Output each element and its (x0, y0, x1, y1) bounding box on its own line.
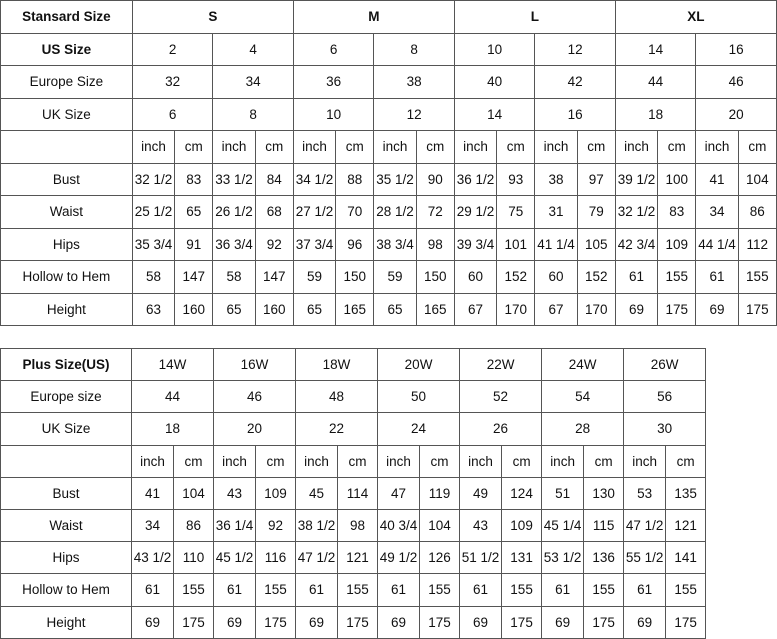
measurement-value: 39 1/2 (615, 163, 657, 196)
plus-size-header: 14W (132, 349, 214, 381)
size-group-row (1, 1, 777, 34)
measurement-label: Bust (1, 477, 132, 509)
measurement-value: 130 (584, 477, 624, 509)
unit-header: inch (213, 131, 255, 164)
unit-header: inch (696, 131, 738, 164)
measurement-value: 61 (696, 261, 738, 294)
measurement-label: Height (1, 293, 133, 326)
unit-header: cm (338, 445, 378, 477)
measurement-value: 92 (255, 228, 293, 261)
unit-header: inch (296, 445, 338, 477)
plus-size-header: 22W (460, 349, 542, 381)
measurement-value: 32 1/2 (132, 163, 174, 196)
measurement-value: 147 (255, 261, 293, 294)
measurement-value: 37 3/4 (293, 228, 335, 261)
measurement-value: 160 (175, 293, 213, 326)
measurement-value: 175 (256, 606, 296, 638)
measurement-value: 65 (213, 293, 255, 326)
measurement-value: 32 1/2 (615, 196, 657, 229)
plus-europe-size-row (1, 381, 706, 413)
plus-uk-size-row (1, 413, 706, 445)
size-group-header: M (293, 1, 454, 34)
measurement-value: 53 (624, 477, 666, 509)
plus-europe-size-value: 56 (624, 381, 706, 413)
measurement-value: 147 (175, 261, 213, 294)
measurement-value: 69 (696, 293, 738, 326)
measurement-label: Bust (1, 163, 133, 196)
measurement-value: 170 (577, 293, 615, 326)
measurement-value: 83 (175, 163, 213, 196)
measurement-value: 109 (502, 509, 542, 541)
measurement-value: 45 1/4 (542, 509, 584, 541)
plus-measurement-row (1, 509, 706, 541)
measurement-row (1, 293, 777, 326)
us-size-value: 4 (213, 33, 294, 66)
measurement-value: 69 (132, 606, 174, 638)
measurement-value: 42 3/4 (615, 228, 657, 261)
measurement-value: 86 (738, 196, 776, 229)
uk-size-value: 14 (454, 98, 535, 131)
plus-uk-size-value: 18 (132, 413, 214, 445)
unit-header: cm (577, 131, 615, 164)
us-size-value: 6 (293, 33, 374, 66)
measurement-value: 92 (256, 509, 296, 541)
table-gap (0, 326, 777, 348)
measurement-label: Waist (1, 509, 132, 541)
unit-header: inch (454, 131, 496, 164)
uk-size-value: 18 (615, 98, 696, 131)
measurement-value: 104 (738, 163, 776, 196)
measurement-value: 61 (615, 261, 657, 294)
plus-unit-row (1, 445, 706, 477)
measurement-value: 98 (416, 228, 454, 261)
measurement-value: 69 (624, 606, 666, 638)
unit-header: cm (584, 445, 624, 477)
measurement-row (1, 261, 777, 294)
us-size-label: US Size (1, 33, 133, 66)
measurement-value: 90 (416, 163, 454, 196)
measurement-value: 112 (738, 228, 776, 261)
unit-header: inch (624, 445, 666, 477)
plus-uk-size-value: 30 (624, 413, 706, 445)
uk-size-value: 16 (535, 98, 616, 131)
measurement-value: 69 (214, 606, 256, 638)
measurement-value: 61 (214, 574, 256, 606)
measurement-value: 115 (584, 509, 624, 541)
measurement-value: 170 (497, 293, 535, 326)
measurement-value: 36 1/2 (454, 163, 496, 196)
measurement-value: 51 1/2 (460, 542, 502, 574)
measurement-value: 175 (738, 293, 776, 326)
measurement-value: 104 (174, 477, 214, 509)
measurement-row (1, 196, 777, 229)
measurement-value: 29 1/2 (454, 196, 496, 229)
measurement-value: 27 1/2 (293, 196, 335, 229)
plus-table-title: Plus Size(US) (1, 349, 132, 381)
unit-header: cm (256, 445, 296, 477)
measurement-value: 58 (213, 261, 255, 294)
measurement-value: 88 (336, 163, 374, 196)
measurement-value: 155 (584, 574, 624, 606)
measurement-value: 61 (460, 574, 502, 606)
measurement-value: 43 (214, 477, 256, 509)
measurement-value: 160 (255, 293, 293, 326)
europe-size-value: 34 (213, 66, 294, 99)
measurement-label: Hollow to Hem (1, 261, 133, 294)
measurement-label: Waist (1, 196, 133, 229)
measurement-value: 69 (378, 606, 420, 638)
measurement-value: 61 (296, 574, 338, 606)
measurement-value: 61 (378, 574, 420, 606)
plus-size-header: 24W (542, 349, 624, 381)
measurement-value: 25 1/2 (132, 196, 174, 229)
plus-uk-size-label: UK Size (1, 413, 132, 445)
measurement-value: 59 (374, 261, 416, 294)
measurement-value: 67 (454, 293, 496, 326)
measurement-value: 175 (658, 293, 696, 326)
uk-size-value: 10 (293, 98, 374, 131)
plus-europe-size-label: Europe size (1, 381, 132, 413)
measurement-value: 41 1/4 (535, 228, 577, 261)
measurement-value: 83 (658, 196, 696, 229)
us-size-value: 10 (454, 33, 535, 66)
measurement-value: 150 (416, 261, 454, 294)
size-group-header: L (454, 1, 615, 34)
unit-header: cm (666, 445, 706, 477)
europe-size-row (1, 66, 777, 99)
uk-size-value: 12 (374, 98, 455, 131)
unit-header: cm (174, 445, 214, 477)
measurement-value: 53 1/2 (542, 542, 584, 574)
plus-size-header: 26W (624, 349, 706, 381)
plus-measurement-row (1, 606, 706, 638)
measurement-value: 31 (535, 196, 577, 229)
measurement-value: 175 (338, 606, 378, 638)
measurement-value: 69 (460, 606, 502, 638)
measurement-value: 35 1/2 (374, 163, 416, 196)
measurement-label: Height (1, 606, 132, 638)
measurement-value: 155 (174, 574, 214, 606)
measurement-value: 165 (336, 293, 374, 326)
unit-header: inch (615, 131, 657, 164)
measurement-value: 34 (132, 509, 174, 541)
measurement-value: 97 (577, 163, 615, 196)
plus-size-row (1, 349, 706, 381)
measurement-value: 131 (502, 542, 542, 574)
europe-size-value: 40 (454, 66, 535, 99)
measurement-value: 38 (535, 163, 577, 196)
measurement-value: 44 1/4 (696, 228, 738, 261)
measurement-value: 84 (255, 163, 293, 196)
measurement-value: 47 1/2 (296, 542, 338, 574)
plus-europe-size-value: 54 (542, 381, 624, 413)
measurement-value: 124 (502, 477, 542, 509)
measurement-value: 121 (338, 542, 378, 574)
measurement-value: 96 (336, 228, 374, 261)
measurement-value: 86 (174, 509, 214, 541)
measurement-value: 47 (378, 477, 420, 509)
measurement-value: 28 1/2 (374, 196, 416, 229)
measurement-value: 36 1/4 (214, 509, 256, 541)
measurement-value: 65 (175, 196, 213, 229)
measurement-value: 175 (584, 606, 624, 638)
measurement-value: 61 (624, 574, 666, 606)
us-size-value: 16 (696, 33, 777, 66)
europe-size-value: 38 (374, 66, 455, 99)
uk-size-label: UK Size (1, 98, 133, 131)
measurement-value: 91 (175, 228, 213, 261)
plus-europe-size-value: 46 (214, 381, 296, 413)
measurement-value: 109 (658, 228, 696, 261)
measurement-value: 155 (666, 574, 706, 606)
measurement-value: 40 3/4 (378, 509, 420, 541)
measurement-value: 100 (658, 163, 696, 196)
measurement-value: 63 (132, 293, 174, 326)
plus-europe-size-value: 48 (296, 381, 378, 413)
measurement-value: 58 (132, 261, 174, 294)
measurement-value: 165 (416, 293, 454, 326)
measurement-value: 116 (256, 542, 296, 574)
measurement-value: 55 1/2 (624, 542, 666, 574)
measurement-value: 110 (174, 542, 214, 574)
measurement-value: 105 (577, 228, 615, 261)
measurement-value: 69 (615, 293, 657, 326)
table-title: Stansard Size (1, 1, 133, 34)
measurement-value: 141 (666, 542, 706, 574)
plus-uk-size-value: 28 (542, 413, 624, 445)
plus-measurement-row (1, 542, 706, 574)
measurement-value: 155 (738, 261, 776, 294)
measurement-value: 59 (293, 261, 335, 294)
unit-header: cm (175, 131, 213, 164)
size-group-header: S (132, 1, 293, 34)
plus-size-table (0, 348, 706, 639)
measurement-value: 155 (658, 261, 696, 294)
measurement-value: 135 (666, 477, 706, 509)
measurement-value: 101 (497, 228, 535, 261)
measurement-value: 93 (497, 163, 535, 196)
plus-measurement-row (1, 574, 706, 606)
unit-header: inch (293, 131, 335, 164)
us-size-value: 2 (132, 33, 213, 66)
unit-header: cm (738, 131, 776, 164)
uk-size-row (1, 98, 777, 131)
measurement-value: 65 (374, 293, 416, 326)
plus-size-header: 20W (378, 349, 460, 381)
unit-header: cm (336, 131, 374, 164)
plus-europe-size-value: 44 (132, 381, 214, 413)
measurement-value: 38 3/4 (374, 228, 416, 261)
measurement-row (1, 163, 777, 196)
plus-unit-row-label (1, 445, 132, 477)
measurement-value: 43 (460, 509, 502, 541)
measurement-value: 35 3/4 (132, 228, 174, 261)
measurement-value: 119 (420, 477, 460, 509)
measurement-value: 43 1/2 (132, 542, 174, 574)
unit-header: inch (378, 445, 420, 477)
measurement-value: 152 (497, 261, 535, 294)
unit-header: inch (214, 445, 256, 477)
unit-header: cm (502, 445, 542, 477)
measurement-value: 75 (497, 196, 535, 229)
measurement-label: Hips (1, 542, 132, 574)
unit-header: inch (132, 445, 174, 477)
measurement-value: 34 1/2 (293, 163, 335, 196)
measurement-value: 34 (696, 196, 738, 229)
measurement-value: 49 1/2 (378, 542, 420, 574)
measurement-value: 175 (666, 606, 706, 638)
measurement-value: 61 (542, 574, 584, 606)
measurement-value: 67 (535, 293, 577, 326)
europe-size-value: 42 (535, 66, 616, 99)
measurement-value: 47 1/2 (624, 509, 666, 541)
plus-europe-size-value: 50 (378, 381, 460, 413)
measurement-value: 69 (296, 606, 338, 638)
unit-header: inch (132, 131, 174, 164)
unit-header: inch (374, 131, 416, 164)
measurement-value: 26 1/2 (213, 196, 255, 229)
unit-header: cm (497, 131, 535, 164)
measurement-value: 126 (420, 542, 460, 574)
measurement-value: 60 (454, 261, 496, 294)
plus-europe-size-value: 52 (460, 381, 542, 413)
unit-header: cm (658, 131, 696, 164)
plus-uk-size-value: 24 (378, 413, 460, 445)
unit-header: inch (542, 445, 584, 477)
measurement-value: 61 (132, 574, 174, 606)
measurement-value: 36 3/4 (213, 228, 255, 261)
uk-size-value: 20 (696, 98, 777, 131)
plus-uk-size-value: 20 (214, 413, 296, 445)
measurement-value: 114 (338, 477, 378, 509)
unit-header: inch (460, 445, 502, 477)
measurement-label: Hollow to Hem (1, 574, 132, 606)
measurement-value: 155 (338, 574, 378, 606)
plus-uk-size-value: 22 (296, 413, 378, 445)
europe-size-value: 44 (615, 66, 696, 99)
measurement-value: 49 (460, 477, 502, 509)
measurement-value: 104 (420, 509, 460, 541)
measurement-value: 136 (584, 542, 624, 574)
unit-header: cm (416, 131, 454, 164)
measurement-value: 79 (577, 196, 615, 229)
unit-row-label (1, 131, 133, 164)
measurement-value: 65 (293, 293, 335, 326)
measurement-value: 175 (502, 606, 542, 638)
size-group-header: XL (615, 1, 776, 34)
unit-header: cm (255, 131, 293, 164)
measurement-value: 60 (535, 261, 577, 294)
measurement-value: 109 (256, 477, 296, 509)
plus-measurement-row (1, 477, 706, 509)
measurement-value: 150 (336, 261, 374, 294)
measurement-value: 33 1/2 (213, 163, 255, 196)
measurement-value: 155 (502, 574, 542, 606)
measurement-value: 121 (666, 509, 706, 541)
us-size-row (1, 33, 777, 66)
measurement-value: 70 (336, 196, 374, 229)
measurement-value: 175 (420, 606, 460, 638)
us-size-value: 14 (615, 33, 696, 66)
measurement-row (1, 228, 777, 261)
measurement-value: 155 (420, 574, 460, 606)
measurement-label: Hips (1, 228, 133, 261)
measurement-value: 41 (132, 477, 174, 509)
measurement-value: 41 (696, 163, 738, 196)
europe-size-value: 46 (696, 66, 777, 99)
measurement-value: 38 1/2 (296, 509, 338, 541)
europe-size-label: Europe Size (1, 66, 133, 99)
plus-size-header: 18W (296, 349, 378, 381)
plus-uk-size-value: 26 (460, 413, 542, 445)
measurement-value: 51 (542, 477, 584, 509)
measurement-value: 39 3/4 (454, 228, 496, 261)
measurement-value: 72 (416, 196, 454, 229)
uk-size-value: 8 (213, 98, 294, 131)
unit-header: cm (420, 445, 460, 477)
measurement-value: 69 (542, 606, 584, 638)
us-size-value: 8 (374, 33, 455, 66)
unit-header: inch (535, 131, 577, 164)
measurement-value: 45 1/2 (214, 542, 256, 574)
measurement-value: 155 (256, 574, 296, 606)
europe-size-value: 36 (293, 66, 374, 99)
measurement-value: 152 (577, 261, 615, 294)
europe-size-value: 32 (132, 66, 213, 99)
measurement-value: 175 (174, 606, 214, 638)
us-size-value: 12 (535, 33, 616, 66)
plus-size-header: 16W (214, 349, 296, 381)
unit-row (1, 131, 777, 164)
measurement-value: 98 (338, 509, 378, 541)
measurement-value: 45 (296, 477, 338, 509)
uk-size-value: 6 (132, 98, 213, 131)
measurement-value: 68 (255, 196, 293, 229)
